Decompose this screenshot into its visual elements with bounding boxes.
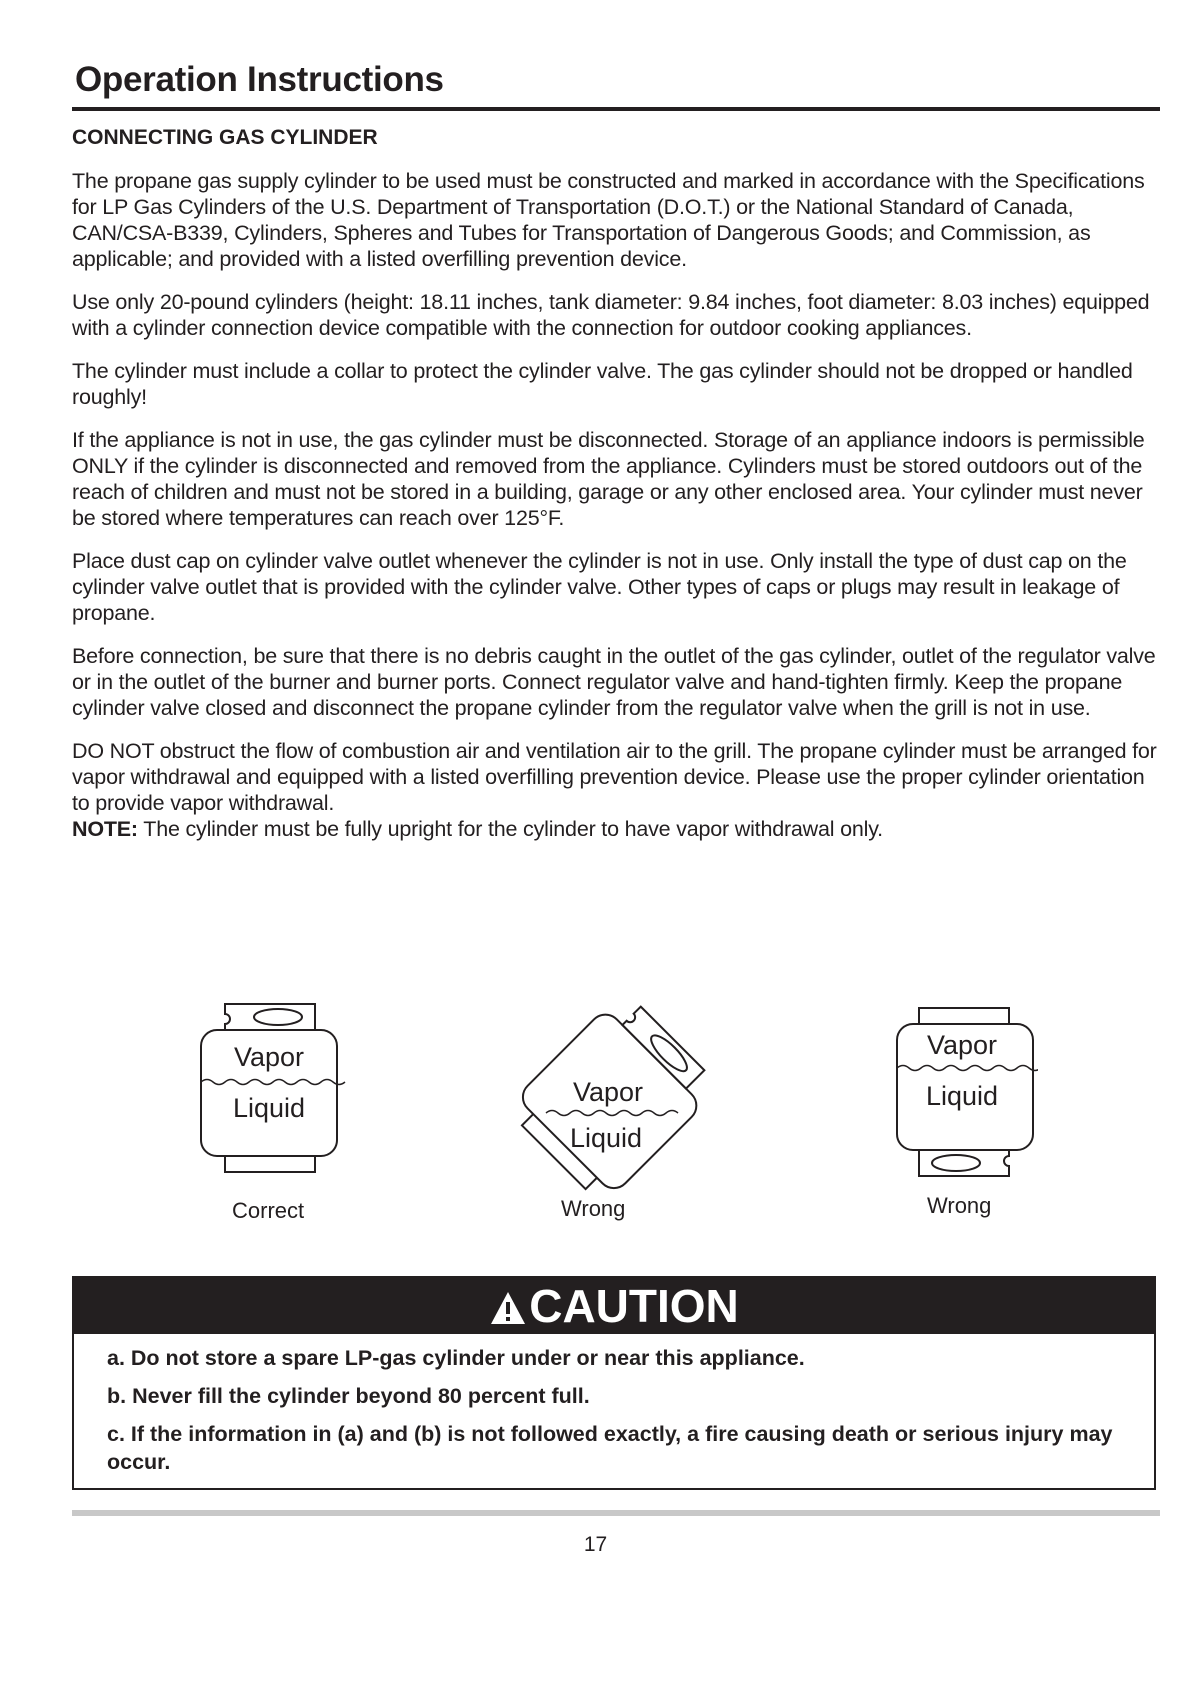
liquid-label: Liquid <box>925 1081 999 1111</box>
liquid-label: Liquid <box>569 1123 643 1153</box>
caution-item: a. Do not store a spare LP-gas cylinder under or near this appliance. <box>107 1346 805 1370</box>
caution-header <box>74 1278 1154 1334</box>
liquid-label: Liquid <box>232 1093 306 1123</box>
note-label: NOTE: <box>72 817 138 841</box>
upright-cylinder-icon <box>196 1000 346 1175</box>
cylinder-figure-inverted <box>888 1004 1038 1184</box>
footer-divider <box>72 1510 1160 1516</box>
cylinder-figure-correct <box>196 1000 346 1180</box>
cylinder-figure-tilted <box>516 995 716 1200</box>
vapor-label: Vapor <box>926 1030 998 1060</box>
paragraph: The propane gas supply cylinder to be used must be constructed and marked in accordance with the Specifications for LP Gas Cylinders of the U.S. Department of Transportation (D.O.T.) or the National Standard of Canada, CAN/CSA-B339, Cylinders, Spheres and Tubes for Transportation of Dangerous Goods; and Commission, as applicable; and provided with a listed overfilling prevention device. <box>72 169 1145 271</box>
note-text: The cylinder must be fully upright for the cylinder to have vapor withdrawal only. <box>137 817 883 841</box>
caution-box <box>72 1276 1156 1490</box>
vapor-label: Vapor <box>572 1077 644 1107</box>
inverted-cylinder-icon <box>888 1004 1038 1179</box>
paragraph: Place dust cap on cylinder valve outlet whenever the cylinder is not in use. Only install the type of dust cap on the cylinder valve outlet that is provided with the cylinder valve. Other types of caps or plugs may result in leakage of propane. <box>72 549 1127 625</box>
paragraph: The cylinder must include a collar to protect the cylinder valve. The gas cylinder should not be dropped or handled roughly! <box>72 359 1133 409</box>
paragraph: If the appliance is not in use, the gas cylinder must be disconnected. Storage of an appliance indoors is permissible ONLY if the cylinder is disconnected and removed from the appliance. Cylinders must be stored outdoors out of the reach of children and must not be stored in a building, garage or any other enclosed area. Your cylinder must never be stored where temperatures can reach over 125°F. <box>72 428 1145 530</box>
caution-title: CAUTION <box>529 1280 739 1332</box>
figure-caption: Correct <box>232 1198 305 1223</box>
paragraph: DO NOT obstruct the flow of combustion air and ventilation air to the grill. The propane cylinder must be arranged for vapor withdrawal and equipped with a listed overfilling prevention device. Please use the proper cylinder orientation to provide vapor withdrawal. <box>72 739 1157 815</box>
paragraph: Use only 20-pound cylinders (height: 18.11 inches, tank diameter: 9.84 inches, foot diameter: 8.03 inches) equipped with a cylinder connection device compatible with the connection for outdoor cooking appliances. <box>72 290 1150 340</box>
title-divider <box>72 107 1160 111</box>
figure-caption: Wrong <box>927 1193 992 1218</box>
page-number: 17 <box>583 1533 608 1556</box>
page-title: Operation Instructions <box>75 60 444 99</box>
caution-item: b. Never fill the cylinder beyond 80 percent full. <box>107 1384 590 1408</box>
instructions-body <box>72 168 1160 859</box>
figure-caption: Wrong <box>561 1196 626 1221</box>
vapor-label: Vapor <box>233 1042 305 1072</box>
warning-triangle-icon <box>489 1290 527 1326</box>
caution-list <box>74 1334 1154 1476</box>
note <box>72 816 1160 842</box>
section-heading: CONNECTING GAS CYLINDER <box>72 126 378 149</box>
caution-item: c. If the information in (a) and (b) is not followed exactly, a fire causing death or serious injury may occur. <box>107 1422 1113 1474</box>
tilted-cylinder-icon <box>516 995 716 1195</box>
paragraph: Before connection, be sure that there is no debris caught in the outlet of the gas cylinder, outlet of the regulator valve or in the outlet of the burner and burner ports. Connect regulator valve and hand-tighten firmly. Keep the propane cylinder valve closed and disconnect the propane cylinder from the regulator valve when the grill is not in use. <box>72 644 1156 720</box>
